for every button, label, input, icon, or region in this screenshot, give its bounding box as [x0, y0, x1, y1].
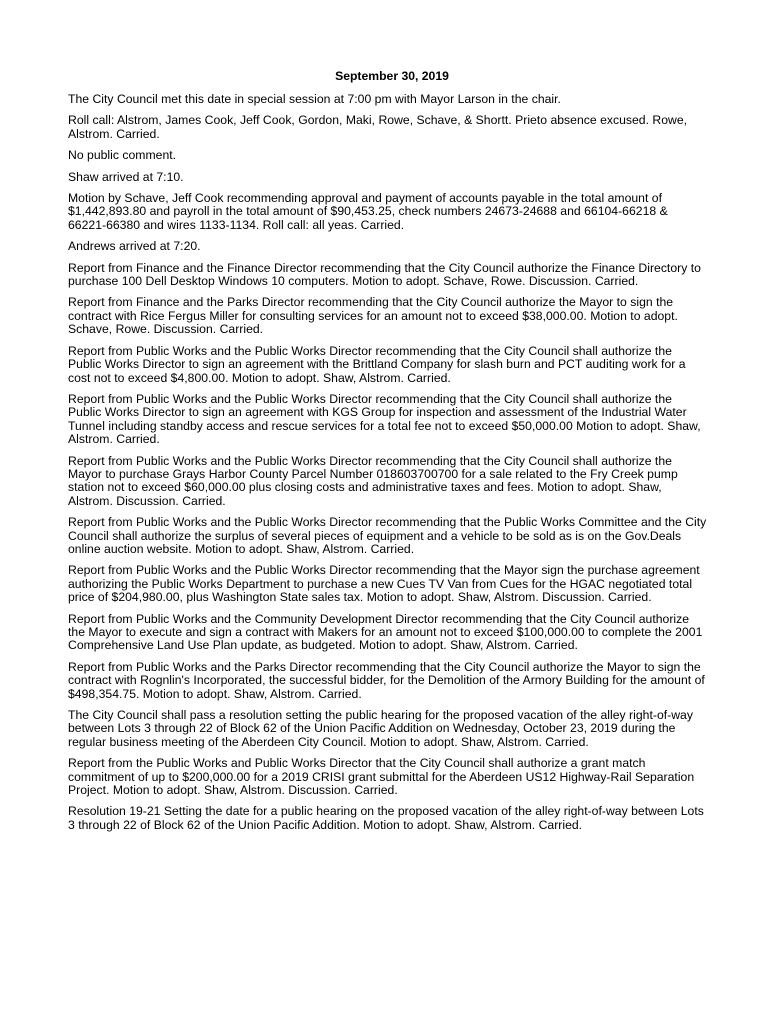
- paragraph-brittland-company: Report from Public Works and the Public Works Director recommending that the City Council shall authorize the Public Works Director to sign an agreement with the Brittland Company for slash burn and PCT auditing work for a cost not to exceed $4,800.00. Motion to adopt. Shaw, Alstrom. Carried.: [68, 343, 686, 385]
- document-page: [68, 68, 708, 840]
- paragraph-equipment-surplus: Report from Public Works and the Public Works Director recommending that the Public Works Committee and the City Council shall authorize the surplus of several pieces of equipment and a vehicle to be sold as is on the Gov.Deals online auction website. Motion to adopt. Shaw, Alstrom. Carried.: [68, 515, 707, 556]
- paragraph-resolution-19-21: Resolution 19-21 Setting the date for a public hearing on the proposed vacation of the alley right-of-way between Lots 3 through 22 of Block 62 of the Union Pacific Addition. Motion to adopt. Shaw, Alstrom. Carried.: [68, 804, 704, 832]
- paragraph-accounts-payable: Motion by Schave, Jeff Cook recommending approval and payment of accounts payable in the total amount of $1,442,893.80 and payroll in the total amount of $90,453.25, check numbers 24673-24688 and 66104-66218 & 66221-66380 and wires 1133-1134. Roll call: all yeas. Carried.: [68, 191, 668, 232]
- paragraph-alley-hearing: The City Council shall pass a resolution setting the public hearing for the proposed vacation of the alley right-of-way between Lots 3 through 22 of Block 62 of the Union Pacific Addition on Wednesday, October 23, 2019 during the regular business meeting of the Aberdeen City Council. Motion to adopt. Shaw, Alstrom. Carried.: [68, 708, 693, 749]
- paragraph-roll-call: Roll call: Alstrom, James Cook, Jeff Cook, Gordon, Maki, Rowe, Schave, & Shortt. Prieto absence excused. Rowe, Alstrom. Carried.: [68, 113, 688, 141]
- paragraph-public-comment: No public comment.: [68, 148, 177, 163]
- paragraph-computer-purchase: Report from Finance and the Finance Director recommending that the City Council authorize the Finance Directory to purchase 100 Dell Desktop Windows 10 computers. Motion to adopt. Schave, Rowe. Discussion. Carried.: [68, 260, 701, 289]
- paragraph-armory-demolition: Report from Public Works and the Parks Director recommending that the City Council authorize the Mayor to sign the contract with Rognlin's Incorporated, the successful bidder, for the Demolition of the Armory Building for the amount of $498,354.75. Motion to adopt. Shaw, Alstrom. Carried.: [68, 659, 705, 701]
- document-title: September 30, 2019: [335, 69, 449, 83]
- paragraph-makers-contract: Report from Public Works and the Community Development Director recommending that the City Council authorize the Mayor to execute and sign a contract with Makers for an amount not to exceed $100,000.00 to complete the 2001 Comprehensive Land Use Plan update, as budgeted. Motion to adopt. Shaw, Alstrom. Carried.: [68, 611, 703, 653]
- paragraph-kgs-group: Report from Public Works and the Public Works Director recommending that the City Council shall authorize the Public Works Director to sign an agreement with KGS Group for inspection and assessment of the Industrial Water Tunnel including standby access and rescue services for a total fee not to exceed $50,000.00 Motion to adopt. Shaw, Alstrom. Carried.: [68, 391, 701, 447]
- paragraph-rice-fergus-miller: Report from Finance and the Parks Director recommending that the City Council authorize the Mayor to sign the contract with Rice Fergus Miller for consulting services for an amount not to exceed $38,000.00. Motion to adopt. Schave, Rowe. Discussion. Carried.: [68, 295, 678, 337]
- paragraph-crisi-grant: Report from the Public Works and Public Works Director that the City Council shall authorize a grant match commitment of up to $200,000.00 for a 2019 CRISI grant submittal for the Aberdeen US12 Highway-Rail Separation Project. Motion to adopt. Shaw, Alstrom. Discussion. Carried.: [68, 756, 695, 798]
- paragraph-session-opening: The City Council met this date in special session at 7:00 pm with Mayor Larson in the chair.: [68, 92, 561, 106]
- paragraph-andrews-arrival: Andrews arrived at 7:20.: [68, 239, 201, 254]
- paragraph-cues-tv-van: Report from Public Works and the Public Works Director recommending that the Mayor sign the purchase agreement authorizing the Public Works Department to purchase a new Cues TV Van from Cues for the HGAC negotiated total price of $204,980.00, plus Washington State sales tax. Motion to adopt. Shaw, Alstrom. Discussion. Carried.: [68, 563, 700, 605]
- paragraph-parcel-purchase: Report from Public Works and the Public Works Director recommending that the City Council shall authorize the Mayor to purchase Grays Harbor County Parcel Number 018603700700 for a sale related to the Fry Creek pump station not to exceed $60,000.00 plus closing costs and administrative taxes and fees. Motion to adopt. Shaw, Alstrom. Discussion. Carried.: [68, 453, 678, 508]
- paragraph-shaw-arrival: Shaw arrived at 7:10.: [68, 169, 184, 184]
